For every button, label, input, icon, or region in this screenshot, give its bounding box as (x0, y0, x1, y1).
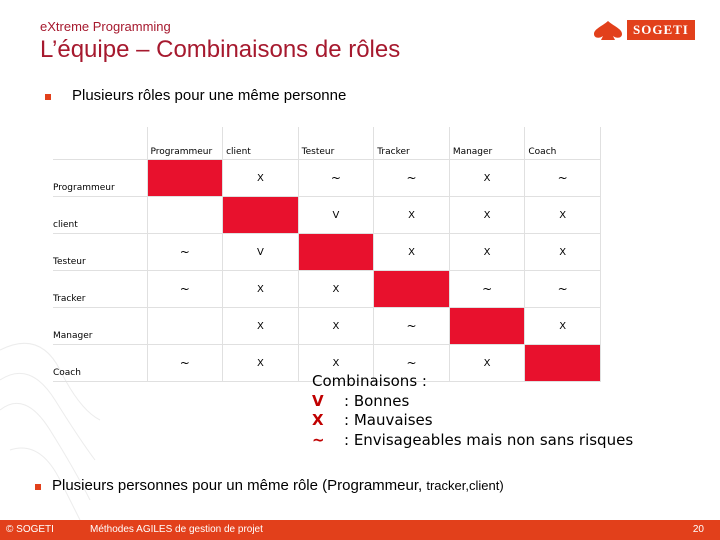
logo-text: SOGETI (627, 20, 695, 40)
matrix-cell: ~ (374, 308, 450, 345)
bullet-square-icon (35, 484, 41, 490)
matrix-cell: X (449, 345, 525, 382)
legend-item (312, 411, 633, 431)
matrix-cell: V (298, 197, 374, 234)
legend-text: : Envisageables mais non sans risques (344, 430, 634, 449)
matrix-cell-diagonal (147, 160, 223, 197)
bullet-text-1: Plusieurs rôles pour une même personne (72, 87, 347, 104)
matrix-cell: V (223, 234, 299, 271)
matrix-cell: ~ (449, 271, 525, 308)
legend-symbol: X (312, 411, 324, 429)
course-label: eXtreme Programming (40, 19, 171, 34)
row-header: Programmeur (53, 160, 147, 197)
row-header: client (53, 197, 147, 234)
bullet-text-2-main: Plusieurs personnes pour un même rôle (Programmeur, (52, 477, 427, 494)
legend-symbol: ~ (312, 430, 325, 449)
bullet-text-2-roles: tracker,client) (426, 478, 504, 493)
row-header: Testeur (53, 234, 147, 271)
matrix-cell: ~ (525, 160, 601, 197)
matrix-cell: X (223, 271, 299, 308)
matrix-cell: X (298, 271, 374, 308)
page-number: 20 (692, 524, 704, 535)
matrix-cell: X (525, 234, 601, 271)
row-header: Manager (53, 308, 147, 345)
matrix-cell: X (374, 234, 450, 271)
legend-item (312, 392, 633, 412)
row-header: Tracker (53, 271, 147, 308)
sogeti-logo (591, 17, 701, 43)
matrix-row (53, 197, 601, 234)
row-header: Coach (53, 345, 147, 382)
matrix-cell: X (223, 308, 299, 345)
matrix-cell-diagonal (223, 197, 299, 234)
matrix-cell: ~ (298, 160, 374, 197)
column-header: Testeur (298, 127, 374, 160)
matrix-row (53, 234, 601, 271)
matrix-cell: ~ (374, 160, 450, 197)
matrix-cell: ~ (147, 271, 223, 308)
footer-copyright: © SOGETI (6, 524, 54, 535)
matrix-cell: X (449, 234, 525, 271)
matrix-cell: X (525, 308, 601, 345)
footer-title: Méthodes AGILES de gestion de projet (90, 524, 263, 535)
matrix-cell: X (223, 160, 299, 197)
column-header: Tracker (374, 127, 450, 160)
matrix-cell: ~ (147, 234, 223, 271)
role-combination-matrix (53, 127, 601, 382)
matrix-cell: X (223, 345, 299, 382)
matrix-cell: X (525, 197, 601, 234)
matrix-cell: X (298, 345, 374, 382)
matrix-row (53, 308, 601, 345)
column-header: Coach (525, 127, 601, 160)
legend-text: : Bonnes (344, 391, 410, 410)
matrix-row (53, 160, 601, 197)
legend-item (312, 431, 633, 451)
matrix-header-row (53, 127, 601, 160)
matrix-cell: X (374, 197, 450, 234)
matrix-corner (53, 127, 147, 160)
column-header: Programmeur (147, 127, 223, 160)
matrix-cell: ~ (147, 345, 223, 382)
matrix-cell (147, 308, 223, 345)
matrix-row (53, 271, 601, 308)
column-header: Manager (449, 127, 525, 160)
slide-title: L’équipe – Combinaisons de rôles (40, 36, 401, 63)
combinations-legend (312, 372, 633, 450)
matrix-cell: ~ (525, 271, 601, 308)
column-header: client (223, 127, 299, 160)
footer-bar (0, 520, 720, 540)
matrix-cell-diagonal (374, 271, 450, 308)
bullet-square-icon (45, 94, 51, 100)
matrix-cell: X (449, 197, 525, 234)
card-suit-logo-icon (591, 19, 625, 41)
matrix-cell (147, 197, 223, 234)
matrix-cell: ~ (374, 345, 450, 382)
matrix-cell: X (449, 160, 525, 197)
legend-symbol: V (312, 391, 324, 410)
matrix-cell: X (298, 308, 374, 345)
legend-title: Combinaisons : (312, 372, 427, 390)
legend-text: : Mauvaises (344, 411, 433, 429)
matrix-cell-diagonal (298, 234, 374, 271)
matrix-cell-diagonal (449, 308, 525, 345)
bullet-text-2 (52, 477, 504, 494)
